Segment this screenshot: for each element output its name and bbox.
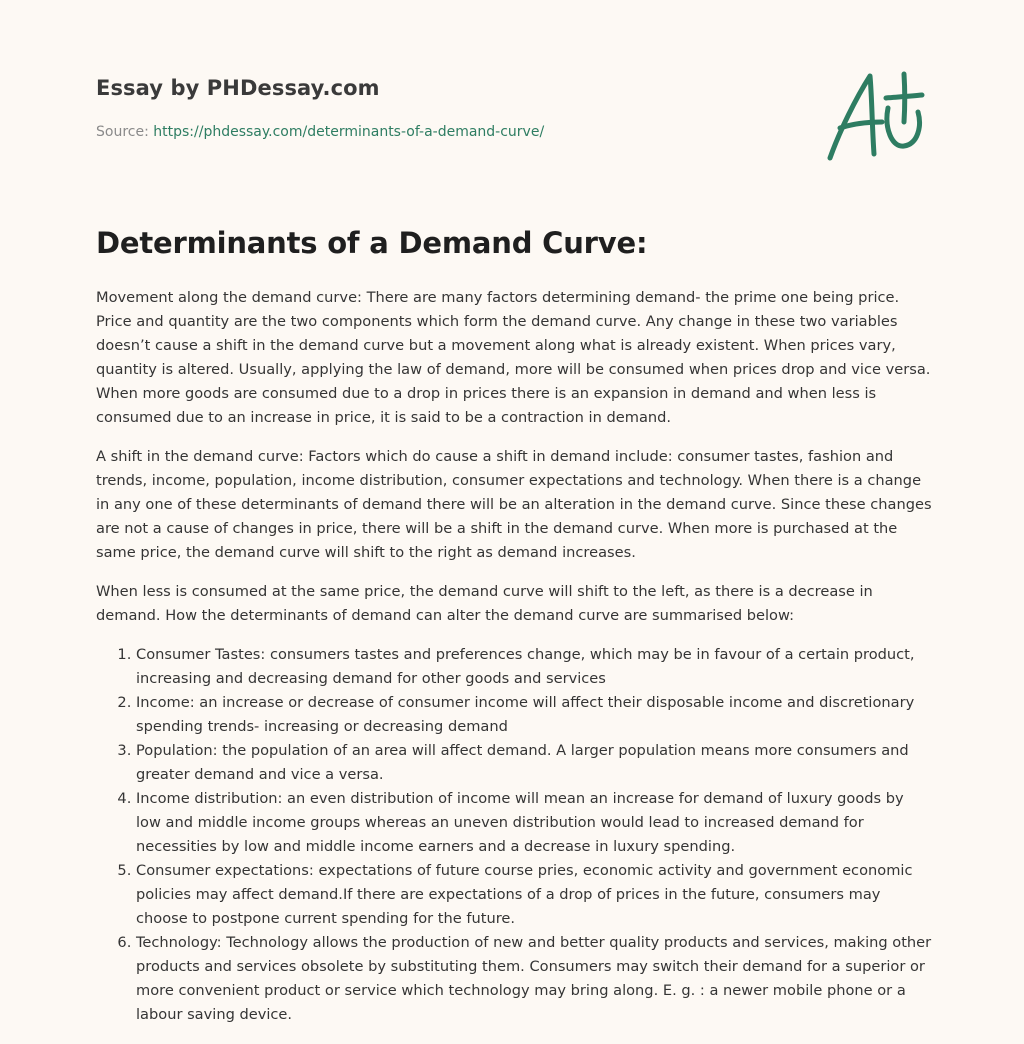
list-item: 2. Income: an increase or decrease of consumer income will affect their disposable income and discretionary spending trends- increasing or decreasing demand [136, 691, 932, 739]
essay-body [96, 286, 932, 1027]
paragraph: When less is consumed at the same price, the demand curve will shift to the left, as there is a decrease in demand. How the determinants of demand can alter the demand curve are summarised below: [96, 583, 873, 624]
source-label: Source: [96, 124, 154, 140]
site-title: Essay by PHDessay.com [96, 76, 380, 100]
paragraph: Movement along the demand curve: There are many factors determining demand- the prime one being price. Price and quantity are the two components which form the demand curve. Any change in these two variables doesn’t cause a shift in the demand curve but a movement along what is already existent. When prices vary, quantity is altered. Usually, applying the law of demand, more will be consumed when prices drop and vice versa. When more goods are consumed due to a drop in prices there is an expansion in demand and when less is consumed due to an increase in price, it is said to be a contraction in demand. [96, 289, 931, 426]
list-item: 4. Income distribution: an even distribution of income will mean an increase for demand of luxury goods by low and middle income groups whereas an uneven distribution would lead to increased demand for necessities by low and middle income earners and a decrease in luxury spending. [136, 787, 932, 859]
determinants-list [96, 643, 932, 1027]
list-item: 3. Population: the population of an area will affect demand. A larger population means more consumers and greater demand and vice a versa. [136, 739, 932, 787]
a-plus-logo-icon [826, 68, 928, 164]
source-link[interactable]: https://phdessay.com/determinants-of-a-demand-curve/ [153, 124, 545, 140]
list-item: 6. Technology: Technology allows the production of new and better quality products and services, making other products and services obsolete by substituting them. Consumers may switch their demand for a superior or more convenient product or service which technology may bring along. E. g. : a newer mobile phone or a labour saving device. [136, 931, 932, 1027]
source-line [96, 124, 544, 140]
essay-title: Determinants of a Demand Curve: [96, 226, 648, 260]
list-item: 5. Consumer expectations: expectations of future course pries, economic activity and government economic policies may affect demand.If there are expectations of a drop of prices in the future, consumers may choose to postpone current spending for the future. [136, 859, 932, 931]
paragraph: A shift in the demand curve: Factors which do cause a shift in demand include: consumer tastes, fashion and trends, income, population, income distribution, consumer expectations and technology. When there is a change in any one of these determinants of demand there will be an alteration in the demand curve. Since these changes are not a cause of changes in price, there will be a shift in the demand curve. When more is purchased at the same price, the demand curve will shift to the right as demand increases. [96, 448, 932, 561]
list-item: 1. Consumer Tastes: consumers tastes and preferences change, which may be in favour of a certain product, increasing and decreasing demand for other goods and services [136, 643, 932, 691]
